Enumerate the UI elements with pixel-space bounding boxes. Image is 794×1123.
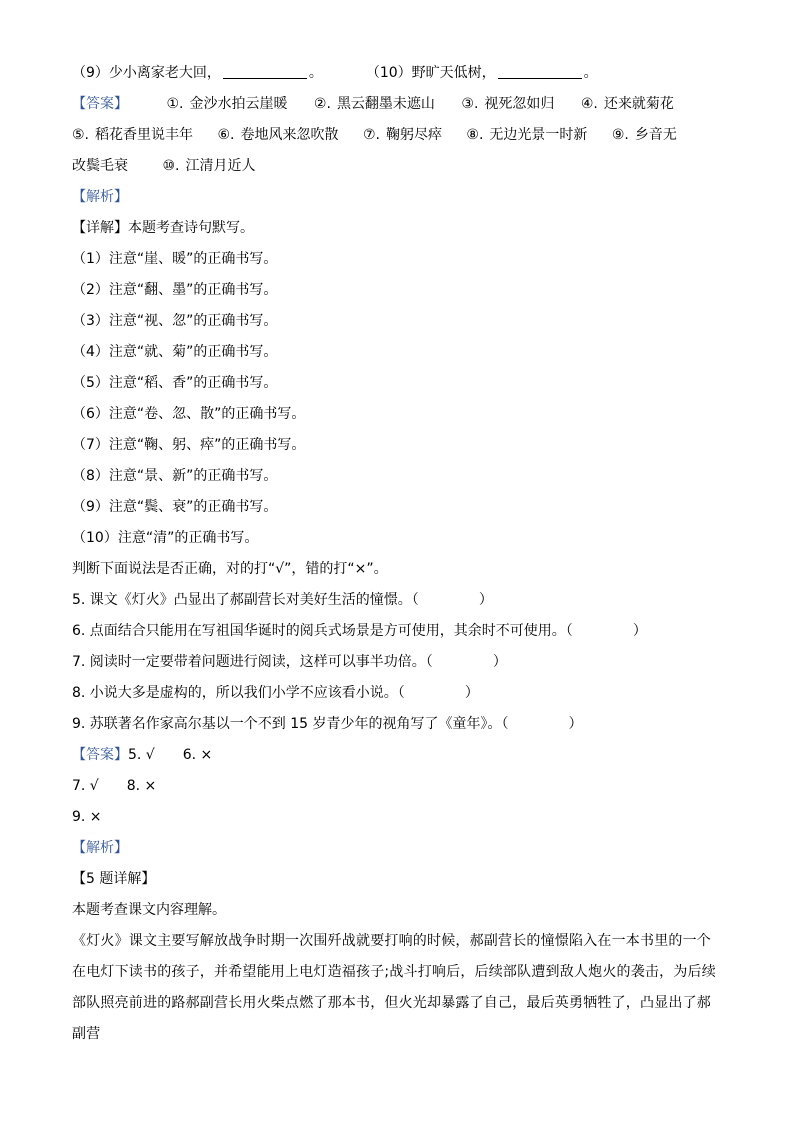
answer-item: ⑥. 卷地风来忽吹散 bbox=[217, 127, 339, 143]
note-item: （7）注意“鞠、躬、瘁”的正确书写。 bbox=[72, 437, 306, 453]
judge-item: 8. 小说大多是虚构的，所以我们小学不应该看小说。（ ） bbox=[72, 685, 479, 701]
judge-answer: 9. × bbox=[72, 809, 102, 825]
judge-answer-row-2 bbox=[72, 771, 732, 802]
answer-row-3 bbox=[72, 151, 732, 182]
q5-detail-label: 【5 题详解】 bbox=[72, 871, 156, 887]
note-item: （8）注意“景、新”的正确书写。 bbox=[72, 468, 278, 484]
answer-item: ⑨. 乡音无 bbox=[611, 127, 677, 143]
answer-label: 【答案】 bbox=[72, 96, 128, 112]
note-item: （5）注意“稻、香”的正确书写。 bbox=[72, 375, 278, 391]
judge-item: 7. 阅读时一定要带着问题进行阅读，这样可以事半功倍。（ ） bbox=[72, 654, 507, 670]
q10-answer-blank bbox=[498, 62, 582, 79]
note-item: （1）注意“崖、暖”的正确书写。 bbox=[72, 251, 278, 267]
answer-item: ④. 还来就菊花 bbox=[580, 96, 674, 112]
judge-item: 6. 点面结合只能用在写祖国华诞时的阅兵式场景是方可使用，其余时不可使用。（ ） bbox=[72, 623, 647, 639]
q9-text: （9）少小离家老大回， bbox=[72, 65, 221, 81]
note-item: （2）注意“翻、墨”的正确书写。 bbox=[72, 282, 278, 298]
judge-answer: 7. √ bbox=[72, 778, 99, 794]
note-item: （6）注意“卷、忽、散”的正确书写。 bbox=[72, 406, 306, 422]
judge-answer: 5. √ bbox=[128, 747, 155, 763]
judge-answer-row-3 bbox=[72, 802, 732, 833]
judge-answer: 8. × bbox=[126, 778, 157, 794]
fill-blank-row bbox=[72, 58, 732, 89]
judge-intro: 判断下面说法是否正确，对的打“√”，错的打“×”。 bbox=[72, 561, 388, 577]
detail-intro: 【详解】本题考查诗句默写。 bbox=[72, 220, 254, 236]
q5-paragraph: 《灯火》课文主要写解放战争时期一次围歼战就要打响的时候，郝副营长的憧憬陷入在一本书里的一个在电灯下读书的孩子，并希望能用上电灯造福孩子;战斗打响后，后续部队遭到敌人炮火的袭击，为后续部队照亮前进的路郝副营长用火柴点燃了那本书，但火光却暴露了自己，最后英勇牺牲了，凸显出了郝副营 bbox=[72, 933, 716, 1042]
q10-text: （10）野旷天低树， bbox=[365, 65, 496, 81]
answer-item: ③. 视死忽如归 bbox=[461, 96, 555, 112]
note-item: （10）注意“清”的正确书写。 bbox=[72, 530, 259, 546]
answer-item: ⑧. 无边光景一时新 bbox=[466, 127, 588, 143]
answer-row-2 bbox=[72, 120, 732, 151]
note-item: （9）注意“鬓、衰”的正确书写。 bbox=[72, 499, 278, 515]
answer-item: ⑩. 江清月近人 bbox=[162, 158, 256, 174]
answer-item: ⑤. 稻花香里说丰年 bbox=[72, 127, 194, 143]
q9-answer-blank bbox=[223, 62, 307, 79]
judge-answer-row-1 bbox=[72, 740, 732, 771]
answer-label: 【答案】 bbox=[72, 747, 128, 763]
answer-row-1 bbox=[72, 89, 732, 120]
answer-item: ⑦. 鞠躬尽瘁 bbox=[362, 127, 442, 143]
answer-item: 改鬓毛衰 bbox=[72, 158, 128, 174]
answer-item: ②. 黑云翻墨未遮山 bbox=[313, 96, 435, 112]
q5-intro: 本题考查课文内容理解。 bbox=[72, 902, 226, 918]
q10-end: 。 bbox=[583, 65, 598, 81]
q9-end: 。 bbox=[308, 65, 323, 81]
document-page bbox=[72, 58, 732, 1050]
note-item: （3）注意“视、忽”的正确书写。 bbox=[72, 313, 278, 329]
answer-item: ①. 金沙水拍云崖暖 bbox=[166, 96, 288, 112]
judge-item: 9. 苏联著名作家高尔基以一个不到 15 岁青少年的视角写了《童年》。（ ） bbox=[72, 716, 583, 732]
analysis-label: 【解析】 bbox=[72, 189, 128, 205]
note-item: （4）注意“就、菊”的正确书写。 bbox=[72, 344, 278, 360]
judge-item: 5. 课文《灯火》凸显出了郝副营长对美好生活的憧憬。（ ） bbox=[72, 592, 493, 608]
judge-answer: 6. × bbox=[182, 747, 213, 763]
analysis-label: 【解析】 bbox=[72, 840, 128, 856]
